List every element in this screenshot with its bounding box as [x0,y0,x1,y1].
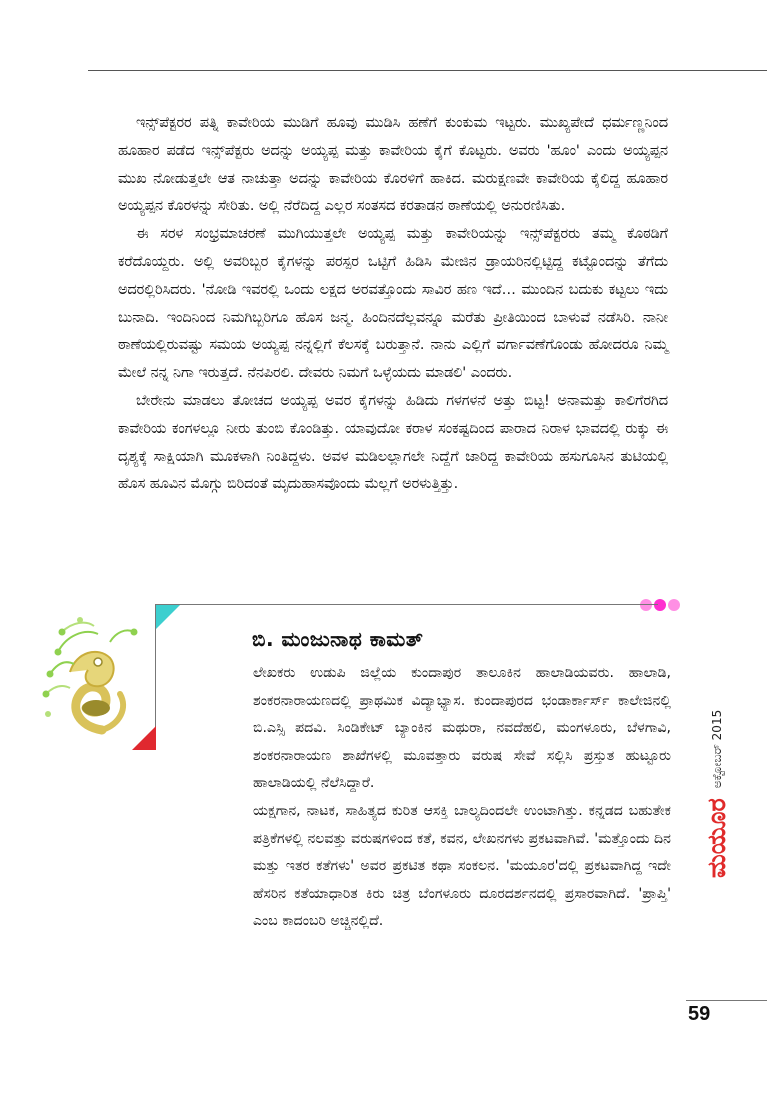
author-name: ಬಿ. ಮಂಜುನಾಥ ಕಾಮತ್ [252,627,424,651]
story-paragraph: ಈ ಸರಳ ಸಂಭ್ರಮಾಚರಣೆ ಮುಗಿಯುತ್ತಲೇ ಅಯ್ಯಪ್ಪ ಮತ್ತು ಕಾವೇರಿಯನ್ನು ಇನ್ಸ್‌ಪೆಕ್ಟರರು ತಮ್ಮ ಕೊಠಡಿಗೆ ಕರೆದೊಯ್ದರು. ಅಲ್ಲಿ ಅವರಿಬ್ಬರ ಕೈಗಳನ್ನು ಪರಸ್ಪರ ಒಟ್ಟಿಗೆ ಹಿಡಿಸಿ ಮೇಜಿನ ಡ್ರಾಯರಿನಲ್ಲಿಟ್ಟಿದ್ದ ಕಟ್ಟೊಂದನ್ನು ತೆಗೆದು ಅದರಲ್ಲಿರಿಸಿದರು. 'ನೋಡಿ ಇವರಲ್ಲಿ ಒಂದು ಲಕ್ಷದ ಅರವತ್ತೊಂದು ಸಾವಿರ ಹಣ ಇದೆ… ಮುಂದಿನ ಬದುಕು ಕಟ್ಟಲು ಇದು ಬುನಾದಿ. ಇಂದಿನಿಂದ ನಿಮಗಿಬ್ಬರಿಗೂ ಹೊಸ ಜನ್ಮ. ಹಿಂದಿನದೆಲ್ಲವನ್ನೂ ಮರೆತು ಪ್ರೀತಿಯಿಂದ ಬಾಳುವೆ ನಡೆಸಿರಿ. ನಾನೀ ಠಾಣೆಯಲ್ಲಿರುವಷ್ಟು ಸಮಯ ಅಯ್ಯಪ್ಪ ನನ್ನಲ್ಲಿಗೆ ಕೆಲಸಕ್ಕೆ ಬರುತ್ತಾನೆ. ನಾನು ಎಲ್ಲಿಗೆ ವರ್ಗಾವಣೆಗೊಂಡು ಹೋದರೂ ನಿಮ್ಮ ಮೇಲೆ ನನ್ನ ನಿಗಾ ಇರುತ್ತದೆ. ನೆನಪಿರಲಿ. ದೇವರು ನಿಮಗೆ ಒಳ್ಳೆಯದು ಮಾಡಲಿ' ಎಂದರು. [118,226,668,382]
cyan-corner-ornament [156,605,180,629]
magazine-name: ಮಯೂರ [702,798,731,878]
bio-frame-top-border [155,604,658,605]
issue-date: ಅಕ್ಟೋಬರ್ 2015 [709,709,724,789]
author-bio [253,660,671,936]
story-paragraph: ಬೇರೇನು ಮಾಡಲು ತೋಚದ ಅಯ್ಯಪ್ಪ ಅವರ ಕೈಗಳನ್ನು ಹಿಡಿದು ಗಳಗಳನೆ ಅತ್ತು ಬಿಟ್ಟ! ಅನಾಮತ್ತು ಕಾಲಿಗೆರಗಿದ ಕಾವೇರಿಯ ಕಂಗಳಲ್ಲೂ ನೀರು ತುಂಬಿ ಕೊಂಡಿತ್ತು. ಯಾವುದೋ ಕರಾಳ ಸಂಕಷ್ಟದಿಂದ ಪಾರಾದ ನಿರಾಳ ಭಾವದಲ್ಲಿ ರುಕ್ಕು ಈ ದೃಶ್ಯಕ್ಕೆ ಸಾಕ್ಷಿಯಾಗಿ ಮೂಕಳಾಗಿ ನಿಂತಿದ್ದಳು. ಅವಳ ಮಡಿಲಲ್ಲಾಗಲೇ ನಿದ್ದೆಗೆ ಜಾರಿದ್ದ ಕಾವೇರಿಯ ಹಸುಗೂಸಿನ ತುಟಿಯಲ್ಲಿ ಹೊಸ ಹೂವಿನ ಮೊಗ್ಗು ಬಿರಿದಂತೆ ಮೃದುಹಾಸವೊಂದು ಮೆಲ್ಲಗೆ ಅರಳುತ್ತಿತ್ತು. [118,392,668,493]
decorative-dots [640,597,700,613]
story-paragraph: ಇನ್ಸ್‌ಪೆಕ್ಟರರ ಪತ್ನಿ ಕಾವೇರಿಯ ಮುಡಿಗೆ ಹೂವು ಮುಡಿಸಿ ಹಣೆಗೆ ಕುಂಕುಮ ಇಟ್ಟರು. ಮುಖ್ಯಪೇದೆ ಧರ್ಮಣ್ಣನಿಂದ ಹೂಹಾರ ಪಡೆದ ಇನ್ಸ್‌ಪೆಕ್ಟರು ಅದನ್ನು ಅಯ್ಯಪ್ಪ ಮತ್ತು ಕಾವೇರಿಯ ಕೈಗೆ ಕೊಟ್ಟರು. ಅವರು 'ಹೂಂ' ಎಂದು ಅಯ್ಯಪ್ಪನ ಮುಖ ನೋಡುತ್ತಲೇ ಆತ ನಾಚುತ್ತಾ ಅದನ್ನು ಕಾವೇರಿಯ ಕೊರಳಿಗೆ ಹಾಕಿದ. ಮರುಕ್ಷಣವೇ ಕಾವೇರಿಯ ಕೈಲಿದ್ದ ಹೂಹಾರ ಅಯ್ಯಪ್ಪನ ಕೊರಳನ್ನು ಸೇರಿತು. ಅಲ್ಲಿ ನೆರೆದಿದ್ದ ಎಲ್ಲರ ಸಂತಸದ ಕರತಾಡನ ಠಾಣೆಯಲ್ಲಿ ಅನುರಣಿಸಿತು. [118,115,668,215]
peacock-ornament-icon [40,612,140,742]
header-divider [88,70,767,71]
page-number: 59 [688,1003,711,1025]
dot-pink [640,599,652,611]
dot-magenta [654,599,666,611]
story-body [118,110,668,499]
page-number-divider [686,1000,767,1001]
dot-pink [668,599,680,611]
bio-paragraph: ಲೇಖಕರು ಉಡುಪಿ ಜಿಲ್ಲೆಯ ಕುಂದಾಪುರ ತಾಲೂಕಿನ ಹಾಲಾಡಿಯವರು. ಹಾಲಾಡಿ, ಶಂಕರನಾರಾಯಣದಲ್ಲಿ ಪ್ರಾಥಮಿಕ ವಿದ್ಯಾಭ್ಯಾಸ. ಕುಂದಾಪುರದ ಭಂಡಾರ್ಕಾರ್ಸ್ ಕಾಲೇಜಿನಲ್ಲಿ ಬಿ.ಎಸ್ಸಿ ಪದವಿ. ಸಿಂಡಿಕೇಟ್ ಬ್ಯಾಂಕಿನ ಮಥುರಾ, ನವದೆಹಲಿ, ಮಂಗಳೂರು, ಬೆಳಗಾವಿ, ಶಂಕರನಾರಾಯಣ ಶಾಖೆಗಳಲ್ಲಿ ಮೂವತ್ತಾರು ವರುಷ ಸೇವೆ ಸಲ್ಲಿಸಿ ಪ್ರಸ್ತುತ ಹುಟ್ಟೂರು ಹಾಲಾಡಿಯಲ್ಲಿ ನೆಲೆಸಿದ್ದಾರೆ. [253,665,671,792]
bio-paragraph: ಯಕ್ಷಗಾನ, ನಾಟಕ, ಸಾಹಿತ್ಯದ ಕುರಿತ ಆಸಕ್ತಿ ಬಾಲ್ಯದಿಂದಲೇ ಉಂಟಾಗಿತ್ತು. ಕನ್ನಡದ ಬಹುತೇಕ ಪತ್ರಿಕೆಗಳಲ್ಲಿ ನಲವತ್ತು ವರುಷಗಳಿಂದ ಕತೆ, ಕವನ, ಲೇಖನಗಳು ಪ್ರಕಟವಾಗಿವೆ. 'ಮತ್ತೊಂದು ದಿನ ಮತ್ತು ಇತರ ಕತೆಗಳು' ಅವರ ಪ್ರಕಟಿತ ಕಥಾ ಸಂಕಲನ. 'ಮಯೂರ'ದಲ್ಲಿ ಪ್ರಕಟವಾಗಿದ್ದ ಇದೇ ಹೆಸರಿನ ಕತೆಯಾಧಾರಿತ ಕಿರು ಚಿತ್ರ ಬೆಂಗಳೂರು ದೂರದರ್ಶನದಲ್ಲಿ ಪ್ರಸಾರವಾಗಿದೆ. 'ಪ್ರಾಪ್ತಿ' ಎಂಬ ಕಾದಂಬರಿ ಅಚ್ಚಿನಲ್ಲಿದೆ. [253,802,671,930]
